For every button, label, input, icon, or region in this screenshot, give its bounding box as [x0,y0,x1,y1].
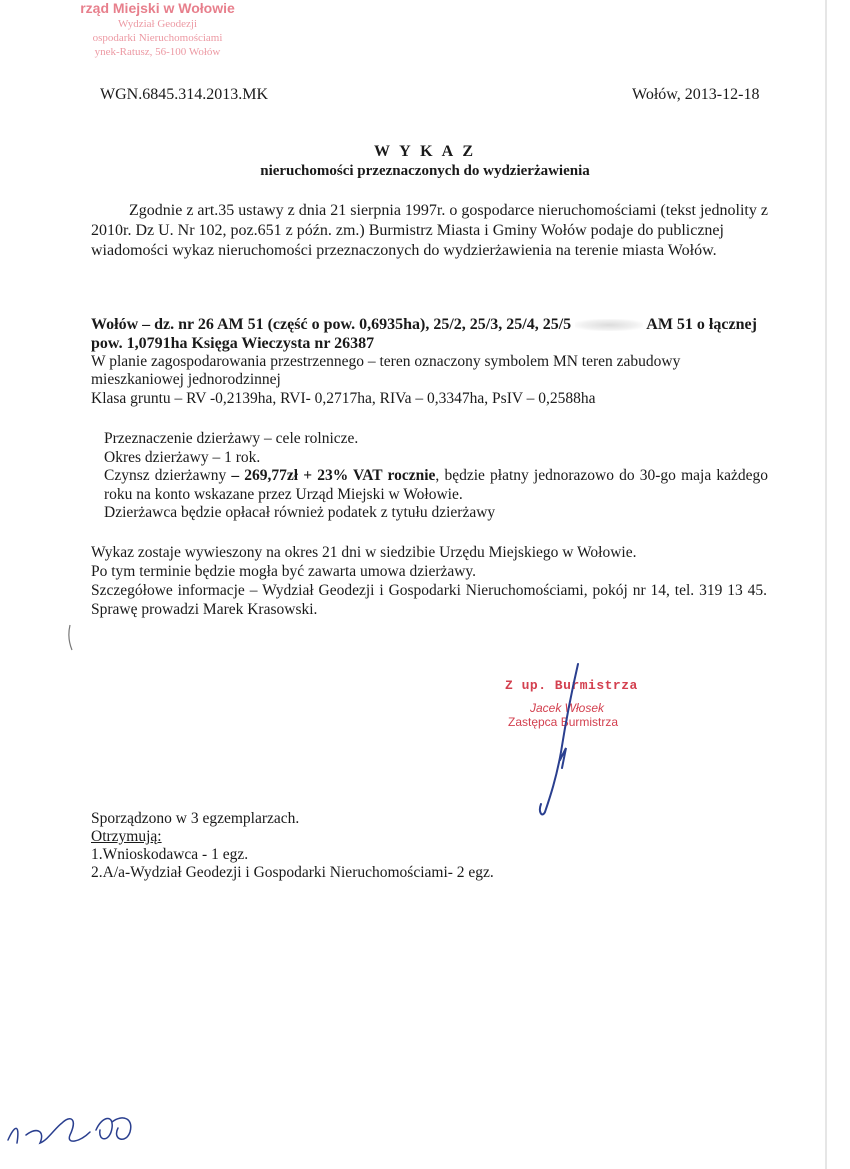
zoning-plan-line2: mieszkaniowej jednorodzinnej [91,371,281,388]
lease-period: Okres dzierżawy – 1 rok. [104,448,261,466]
recipients-label: Otrzymują: [91,828,162,845]
notice-line3: Szczegółowe informacje – Wydział Geodezji i Gospodarki Nieruchomościami, pokój nr 14, tel. 319 13 45. Sprawę prowadzi Marek Krasowski. [91,582,767,618]
document-subtitle: nieruchomości przeznaczonych do wydzierżawienia [260,163,590,179]
recipient-1: 1.Wnioskodawca - 1 egz. [91,846,249,863]
zoning-plan-line1: W planie zagospodarowania przestrzennego – teren oznaczony symbolem MN teren zabudowy [91,353,681,370]
property-location-part1: Wołów – dz. nr 26 AM 51 (część o pow. 0,6935ha), 25/2, 25/3, 25/4, 25/5 [91,316,572,333]
notice-line1: Wykaz zostaje wywieszony na okres 21 dni w siedzibie Urzędu Miejskiego w Wołowie. [91,544,637,561]
stamp-office-name: rząd Miejski w Wołowie [80,0,235,16]
intro-paragraph: Zgodnie z art.35 ustawy z dnia 21 sierpnia 1997r. o gospodarce nieruchomościami (tekst jednolity z 2010r. Dz U. Nr 102, poz.651 z późn. zm.) Burmistrz Miasta i Gminy Wołów podaje do publicznej wiadomości wykaz nieruchomości przeznaczonych do wydzierżawienia na terenie miasta Wołów. [91,202,768,259]
stamp-department: Wydział Geodezji [117,18,198,30]
place-date: Wołów, 2013-12-18 [632,86,760,103]
margin-tick-mark [69,625,72,650]
handwritten-initials [8,1118,131,1143]
rent-prefix: Czynsz dzierżawny [104,467,232,484]
recipient-2: 2.A/a-Wydział Geodezji i Gospodarki Nieruchomościami- 2 egz. [91,864,494,881]
stamp-address: ynek-Ratusz, 56-100 Wołów [94,46,221,58]
lease-tax: Dzierżawca będzie opłacał również podatek z tytułu dzierżawy [104,504,496,521]
signatory-name: Jacek Włosek [530,701,605,715]
rent-suffix: , będzie płatny jednorazowo do 30-go maja każdego roku na konto wskazane przez Urząd Miejski w Wołowie. [104,467,768,503]
notice-line2: Po tym terminie będzie mogła być zawarta umowa dzierżawy. [91,563,477,580]
handwritten-signature [540,664,578,814]
stamp-department-2: ospodarki Nieruchomościami [92,32,223,44]
lease-purpose: Przeznaczenie dzierżawy – cele rolnicze. [104,430,359,447]
copies-note: Sporządzono w 3 egzemplarzach. [91,810,300,827]
rent-amount: – 269,77zł + 23% VAT rocznie [231,467,436,484]
signatory-function: Zastępca Burmistrza [508,715,619,729]
property-location-part2: AM 51 o łącznej pow. 1,0791ha Księga Wieczysta nr 26387 [91,316,757,352]
reference-number: WGN.6845.314.2013.MK [100,86,268,103]
document-title: W Y K A Z [374,143,476,160]
soil-class: Klasa gruntu – RV -0,2139ha, RVI- 0,2717ha, RIVa – 0,3347ha, PsIV – 0,2588ha [91,390,596,407]
signature-authorization: Z up. Burmistrza [505,678,638,693]
